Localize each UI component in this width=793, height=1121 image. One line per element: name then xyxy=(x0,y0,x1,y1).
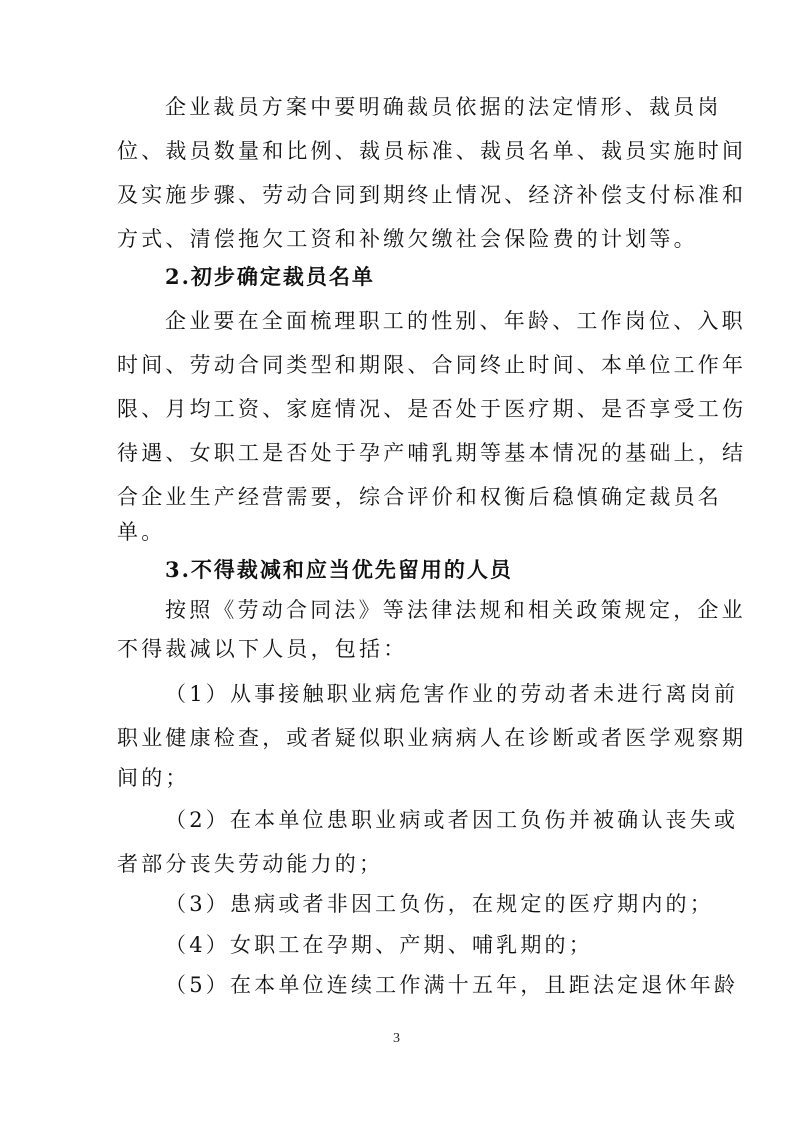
page-number: 3 xyxy=(393,1031,400,1046)
paragraph-line: 单。 xyxy=(117,520,166,544)
paragraph-line: 位、裁员数量和比例、裁员标准、裁员名单、裁员实施时间 xyxy=(117,139,747,163)
list-item-line: （5）在本单位连续工作满十五年，且距法定退休年龄 xyxy=(165,973,739,997)
section-heading: 2.初步确定裁员名单 xyxy=(165,264,375,289)
paragraph-line: 方式、清偿拖欠工资和补缴欠缴社会保险费的计划等。 xyxy=(117,227,698,251)
paragraph-line: 限、月均工资、家庭情况、是否处于医疗期、是否享受工伤 xyxy=(117,397,747,421)
list-item-line: 职业健康检查，或者疑似职业病病人在诊断或者医学观察期 xyxy=(117,726,747,750)
list-item-line: （1）从事接触职业病危害作业的劳动者未进行离岗前 xyxy=(165,682,739,706)
section-heading: 3.不得裁减和应当优先留用的人员 xyxy=(165,557,513,582)
paragraph-line: 待遇、女职工是否处于孕产哺乳期等基本情况的基础上，结 xyxy=(117,441,747,465)
list-item-line: 者部分丧失劳动能力的； xyxy=(117,852,384,876)
paragraph-line: 按照《劳动合同法》等法律法规和相关政策规定，企业 xyxy=(165,598,746,622)
list-item-line: （2）在本单位患职业病或者因工负伤并被确认丧失或 xyxy=(165,808,739,832)
list-item-line: 间的； xyxy=(117,766,190,790)
paragraph-line: 合企业生产经营需要，综合评价和权衡后稳慎确定裁员名 xyxy=(117,485,722,509)
paragraph-line: 时间、劳动合同类型和期限、合同终止时间、本单位工作年 xyxy=(117,353,747,377)
list-item-line: （3）患病或者非因工负伤，在规定的医疗期内的； xyxy=(165,892,714,916)
paragraph-line: 企业要在全面梳理职工的性别、年龄、工作岗位、入职 xyxy=(165,309,746,333)
paragraph-line: 不得裁减以下人员，包括： xyxy=(117,637,408,661)
list-item-line: （4）女职工在孕期、产期、哺乳期的； xyxy=(165,933,593,957)
paragraph-line: 及实施步骤、劳动合同到期终止情况、经济补偿支付标准和 xyxy=(117,183,747,207)
paragraph-line: 企业裁员方案中要明确裁员依据的法定情形、裁员岗 xyxy=(165,95,722,119)
